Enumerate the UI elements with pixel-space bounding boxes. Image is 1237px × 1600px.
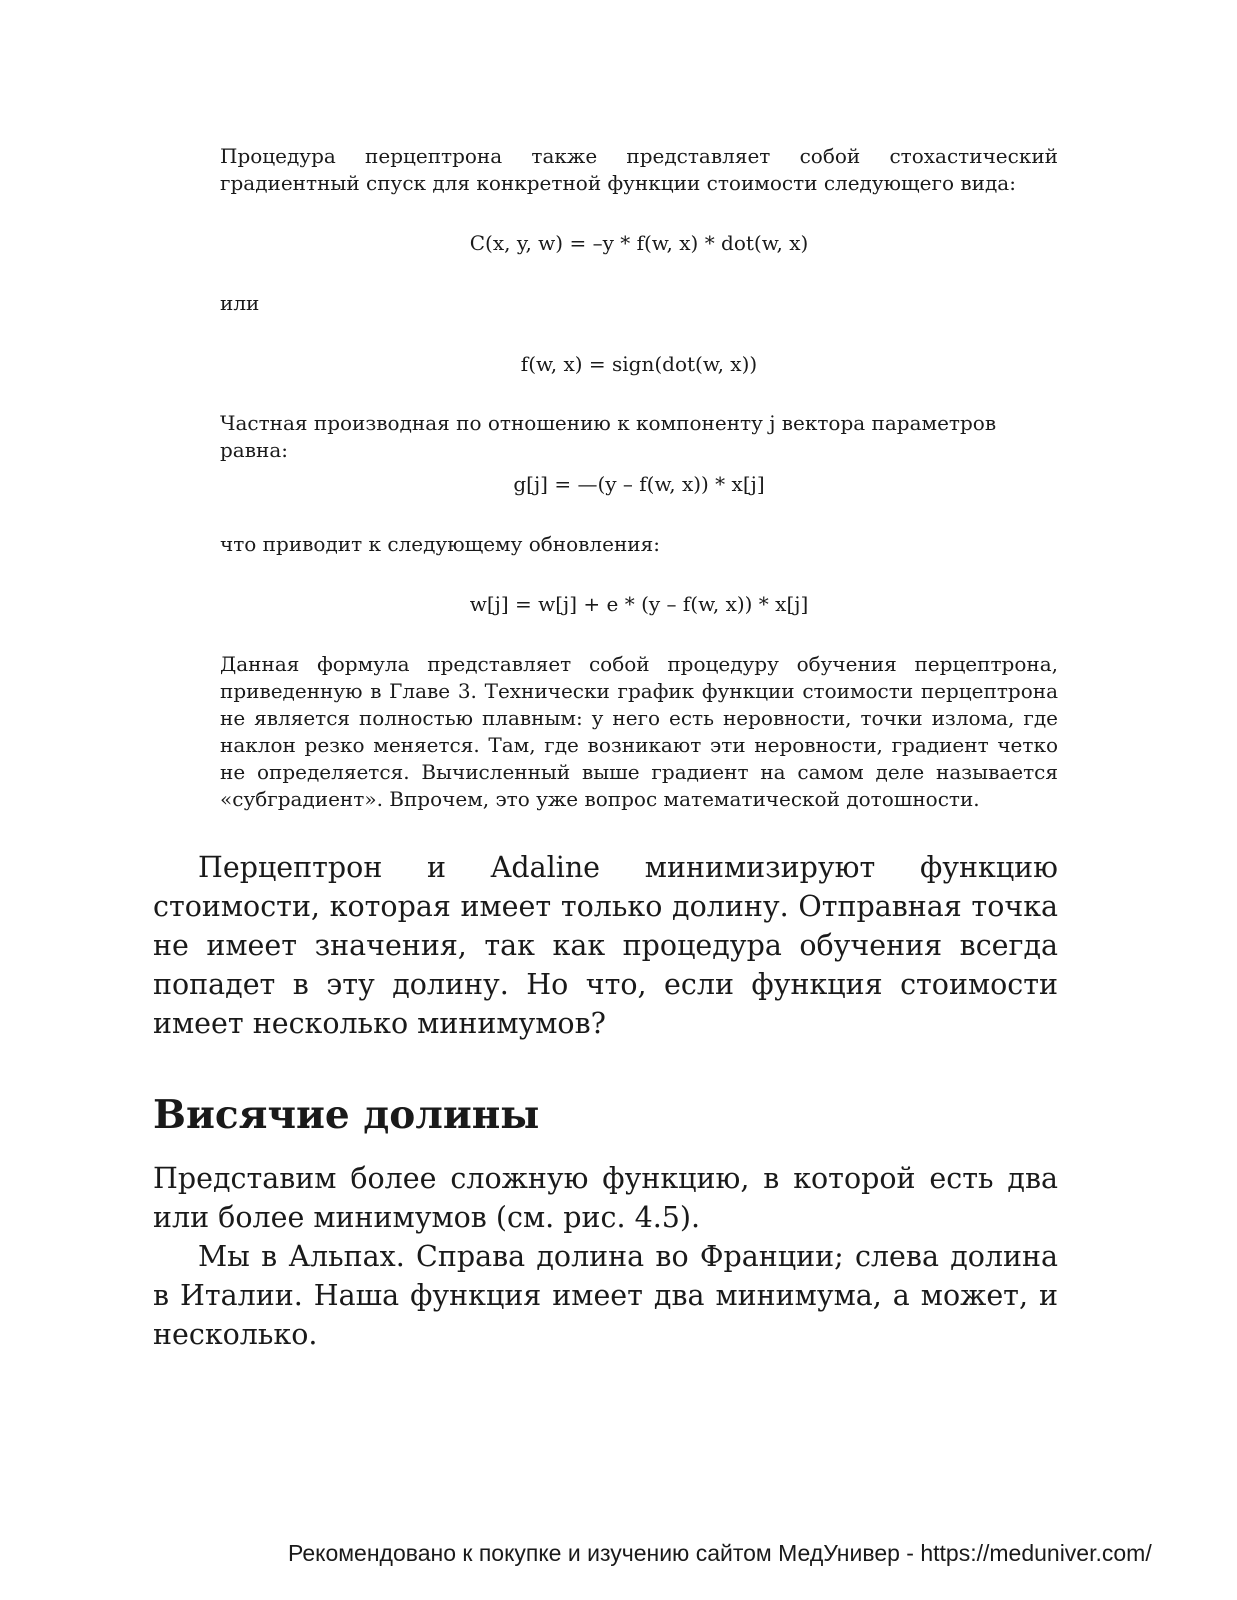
section-body [153,1159,1058,1354]
note-partial [220,410,1058,464]
formula-f: f(w, x) = sign(dot(w, x)) [520,352,758,376]
note-or [220,290,1058,317]
note-partial-text: Частная производная по отношению к компоненту j вектора параметров равна: [220,411,997,462]
formula-grad: g[j] = —(y – f(w, x)) * x[j] [513,472,765,496]
note-leads-text: что приводит к следующему обновления: [220,532,660,556]
formula-cost: C(x, y, w) = –y * f(w, x) * dot(w, x) [469,231,809,255]
paragraph-adaline-text: Перцептрон и Adaline минимизируют функцию стоимости, которая имеет только долину. Отправная точка не имеет значения, так как процедура обучения всегда попадет в эту долину. Но что, если функция стоимости имеет несколько минимумов? [153,851,1058,1040]
note-or-text: или [220,291,260,315]
note-intro [220,143,1058,197]
note-conclusion [220,651,1058,813]
formula-update: w[j] = w[j] + e * (y – f(w, x)) * x[j] [469,592,809,616]
paragraph-adaline [153,848,1058,1043]
section-heading: Висячие долины [153,1092,540,1138]
section-paragraph-2: Мы в Альпах. Справа долина во Франции; слева долина в Италии. Наша функция имеет два минимума, а может, и несколько. [153,1240,1058,1351]
note-conclusion-text: Данная формула представляет собой процедуру обучения перцептрона, приведенную в Главе 3. Технически график функции стоимости перцептрона не является полностью плавным: у него есть неровности, точки излома, где наклон резко меняется. Там, где возникают эти неровности, градиент четко не определяется. Вычисленный выше градиент на самом деле называется «субградиент». Впрочем, это уже вопрос математической дотошности. [220,652,1058,811]
note-leads [220,531,1058,558]
note-intro-text: Процедура перцептрона также представляет собой стохастический градиентный спуск для конкретной функции стоимости следующего вида: [220,144,1058,195]
footer-recommendation: Рекомендовано к покупке и изучению сайтом МедУнивер - https://meduniver.com/ [288,1540,1152,1566]
section-paragraph-1: Представим более сложную функцию, в которой есть два или более минимумов (см. рис. 4.5). [153,1162,1058,1234]
